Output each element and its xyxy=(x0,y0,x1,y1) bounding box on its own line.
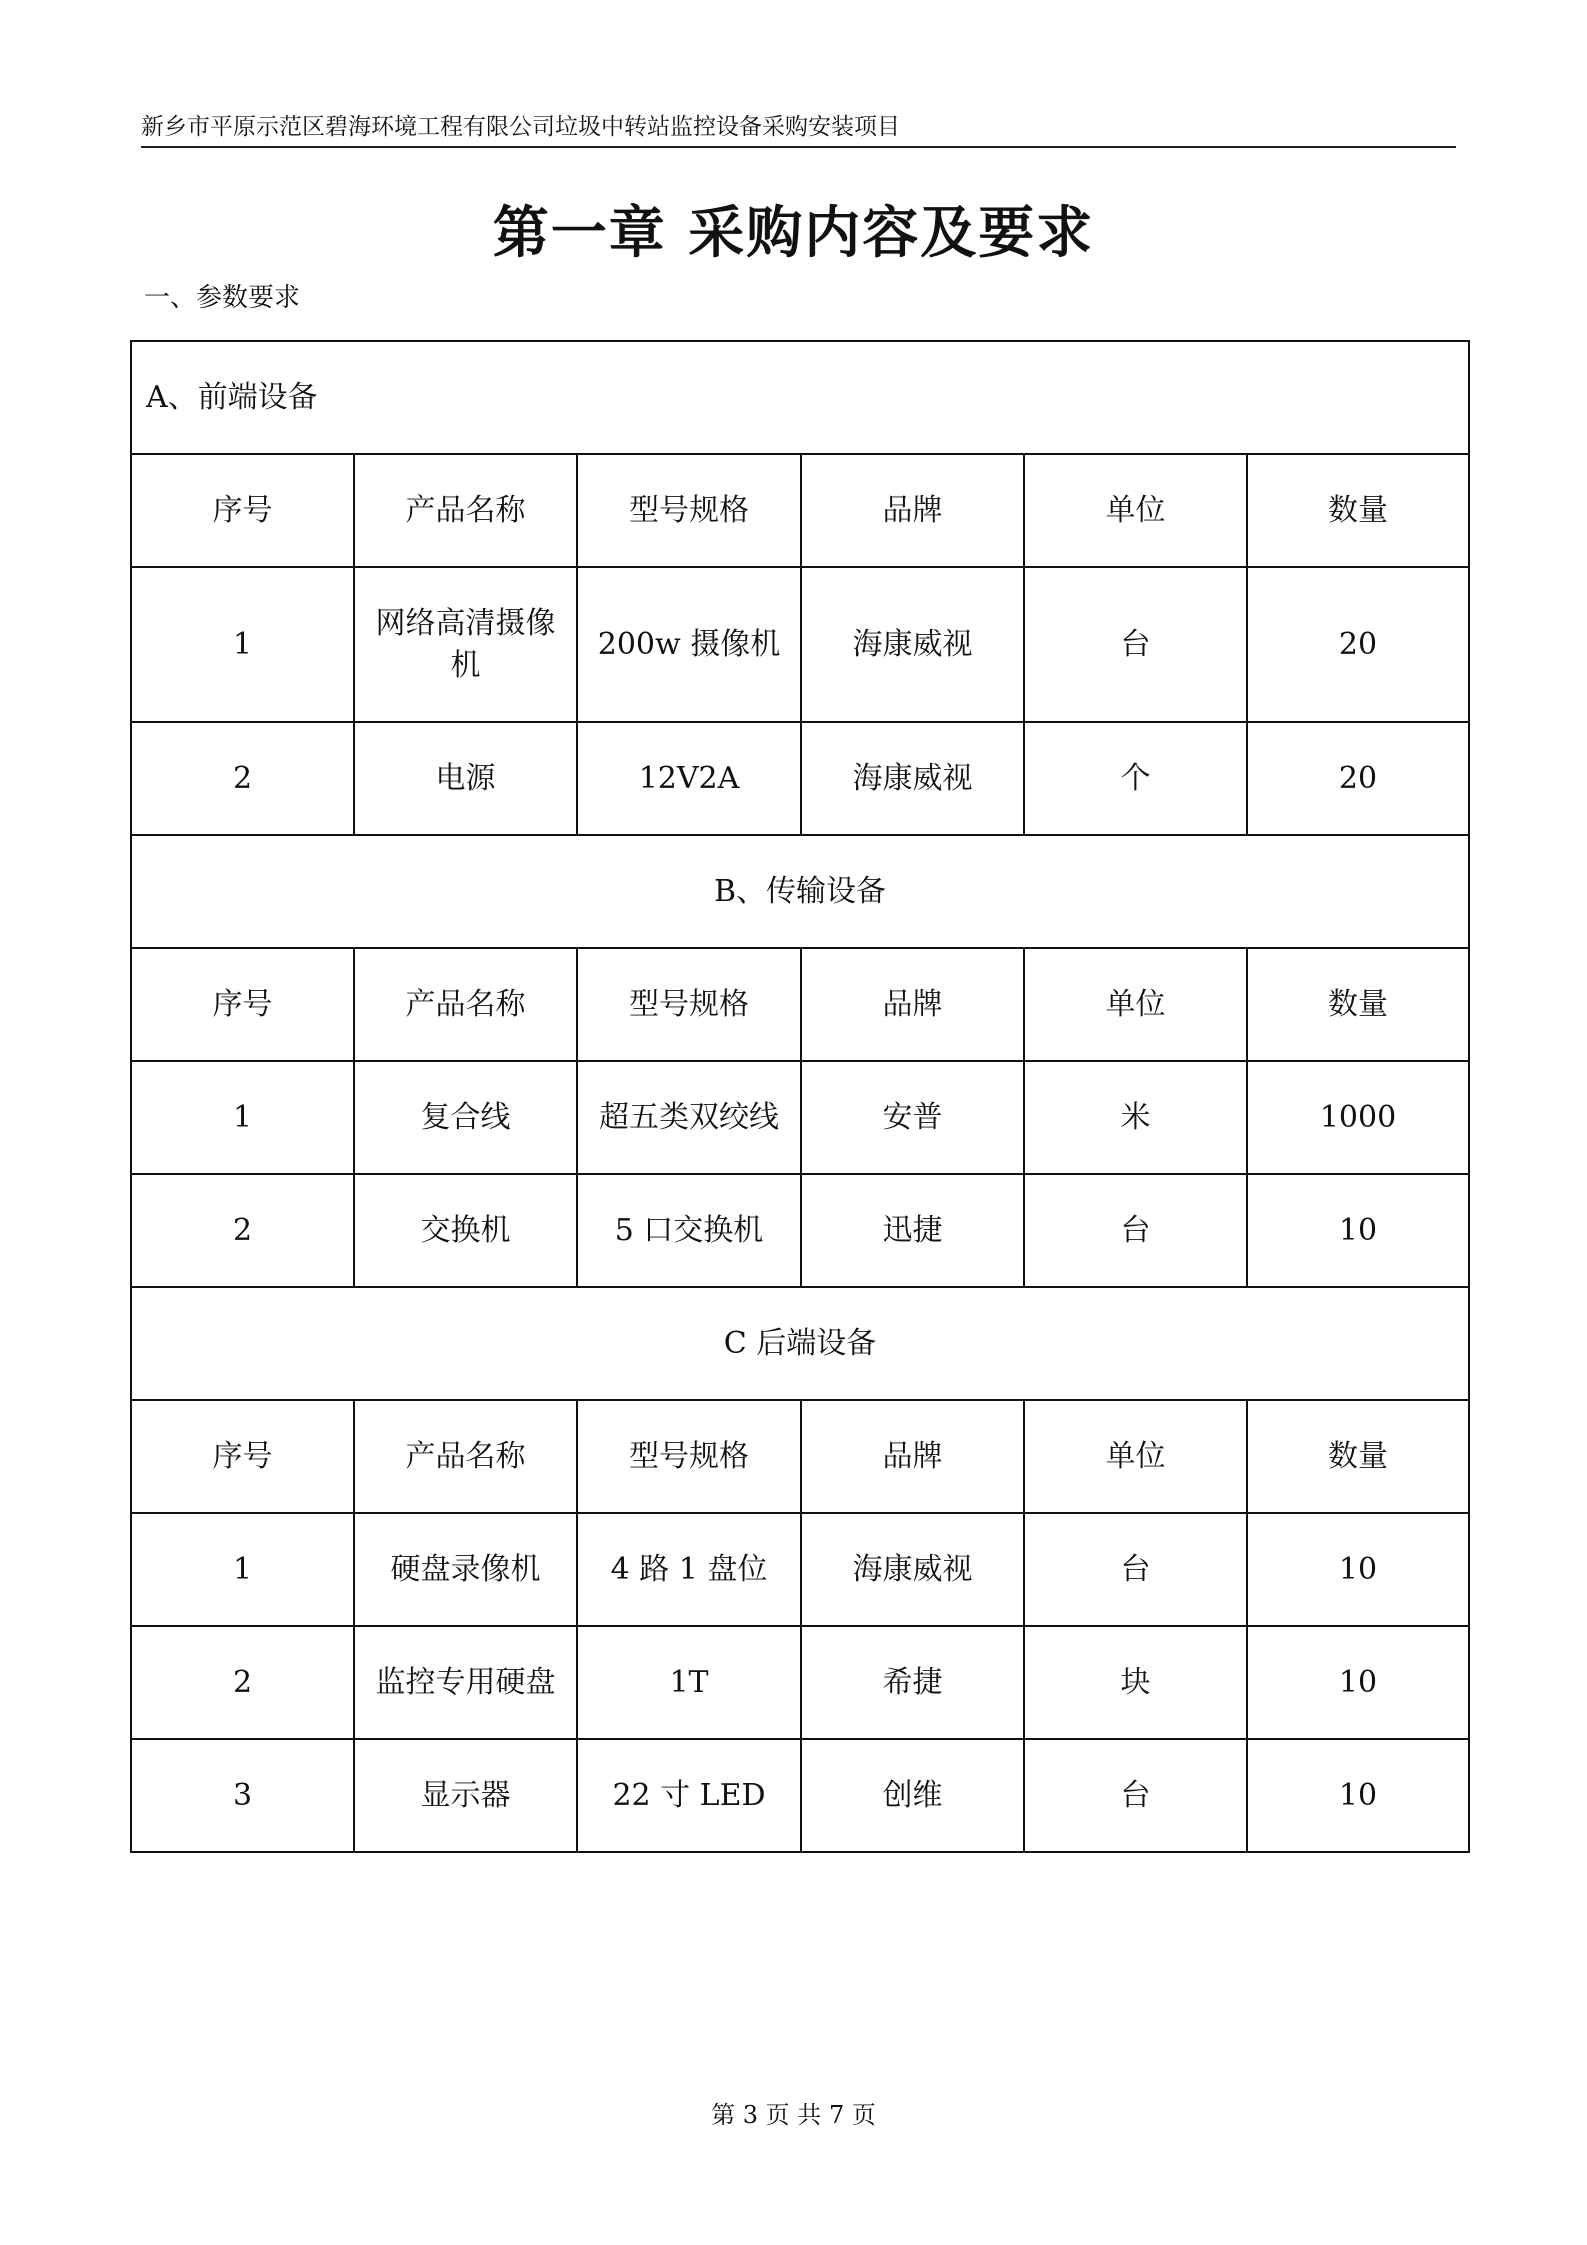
table-cell: 台 xyxy=(1024,1513,1247,1626)
table-row xyxy=(131,1513,1469,1626)
table-cell: 台 xyxy=(1024,567,1247,722)
column-header: 产品名称 xyxy=(354,948,577,1061)
table-cell: 海康威视 xyxy=(801,567,1024,722)
running-header: 新乡市平原示范区碧海环境工程有限公司垃圾中转站监控设备采购安装项目 xyxy=(141,110,1456,148)
section-title: B、传输设备 xyxy=(131,835,1469,948)
table-row xyxy=(131,1739,1469,1852)
column-header: 品牌 xyxy=(801,1400,1024,1513)
table-cell: 个 xyxy=(1024,722,1247,835)
table-cell: 监控专用硬盘 xyxy=(354,1626,577,1739)
column-header: 单位 xyxy=(1024,454,1247,567)
section-row xyxy=(131,835,1469,948)
table-row xyxy=(131,1174,1469,1287)
table-cell: 2 xyxy=(131,1174,354,1287)
table-cell: 1T xyxy=(577,1626,801,1739)
table-row xyxy=(131,567,1469,722)
table-row xyxy=(131,722,1469,835)
table-cell: 电源 xyxy=(354,722,577,835)
section-title: C 后端设备 xyxy=(131,1287,1469,1400)
column-header: 序号 xyxy=(131,454,354,567)
section-row xyxy=(131,1287,1469,1400)
table-cell: 海康威视 xyxy=(801,1513,1024,1626)
table-cell: 200w 摄像机 xyxy=(577,567,801,722)
page-number: 第 3 页 共 7 页 xyxy=(711,2101,876,2129)
table-cell: 2 xyxy=(131,1626,354,1739)
table-cell: 1 xyxy=(131,1061,354,1174)
table-cell: 5 口交换机 xyxy=(577,1174,801,1287)
chapter-title: 第一章 采购内容及要求 xyxy=(492,201,1095,266)
table-cell: 10 xyxy=(1247,1174,1469,1287)
column-header: 数量 xyxy=(1247,948,1469,1061)
table-cell: 10 xyxy=(1247,1739,1469,1852)
table-cell: 超五类双绞线 xyxy=(577,1061,801,1174)
column-header: 型号规格 xyxy=(577,1400,801,1513)
table-cell: 1 xyxy=(131,567,354,722)
table-cell: 4 路 1 盘位 xyxy=(577,1513,801,1626)
table-cell: 20 xyxy=(1247,567,1469,722)
section-row xyxy=(131,341,1469,454)
table-cell: 10 xyxy=(1247,1626,1469,1739)
table-cell: 米 xyxy=(1024,1061,1247,1174)
column-header: 型号规格 xyxy=(577,454,801,567)
column-header: 数量 xyxy=(1247,454,1469,567)
column-header-row xyxy=(131,454,1469,567)
table-cell: 网络高清摄像机 xyxy=(354,567,577,722)
table-cell: 创维 xyxy=(801,1739,1024,1852)
table-cell: 20 xyxy=(1247,722,1469,835)
section-title: A、前端设备 xyxy=(131,341,1469,454)
section-subheading: 一、参数要求 xyxy=(144,283,301,313)
column-header: 序号 xyxy=(131,948,354,1061)
column-header-row xyxy=(131,1400,1469,1513)
table-cell: 海康威视 xyxy=(801,722,1024,835)
table-cell: 1 xyxy=(131,1513,354,1626)
table-cell: 希捷 xyxy=(801,1626,1024,1739)
table-cell: 10 xyxy=(1247,1513,1469,1626)
table-cell: 迅捷 xyxy=(801,1174,1024,1287)
column-header: 序号 xyxy=(131,1400,354,1513)
table-row xyxy=(131,1061,1469,1174)
table-cell: 安普 xyxy=(801,1061,1024,1174)
table-cell: 块 xyxy=(1024,1626,1247,1739)
column-header: 单位 xyxy=(1024,1400,1247,1513)
column-header-row xyxy=(131,948,1469,1061)
table-cell: 复合线 xyxy=(354,1061,577,1174)
table-cell: 1000 xyxy=(1247,1061,1469,1174)
column-header: 单位 xyxy=(1024,948,1247,1061)
column-header: 产品名称 xyxy=(354,1400,577,1513)
table-cell: 台 xyxy=(1024,1174,1247,1287)
table-row xyxy=(131,1626,1469,1739)
equipment-spec-table xyxy=(130,340,1470,1853)
table-cell: 12V2A xyxy=(577,722,801,835)
table-cell: 硬盘录像机 xyxy=(354,1513,577,1626)
column-header: 产品名称 xyxy=(354,454,577,567)
column-header: 品牌 xyxy=(801,454,1024,567)
column-header: 品牌 xyxy=(801,948,1024,1061)
column-header: 数量 xyxy=(1247,1400,1469,1513)
table-cell: 3 xyxy=(131,1739,354,1852)
table-cell: 2 xyxy=(131,722,354,835)
table-cell: 显示器 xyxy=(354,1739,577,1852)
table-cell: 台 xyxy=(1024,1739,1247,1852)
column-header: 型号规格 xyxy=(577,948,801,1061)
table-cell: 交换机 xyxy=(354,1174,577,1287)
table-cell: 22 寸 LED xyxy=(577,1739,801,1852)
